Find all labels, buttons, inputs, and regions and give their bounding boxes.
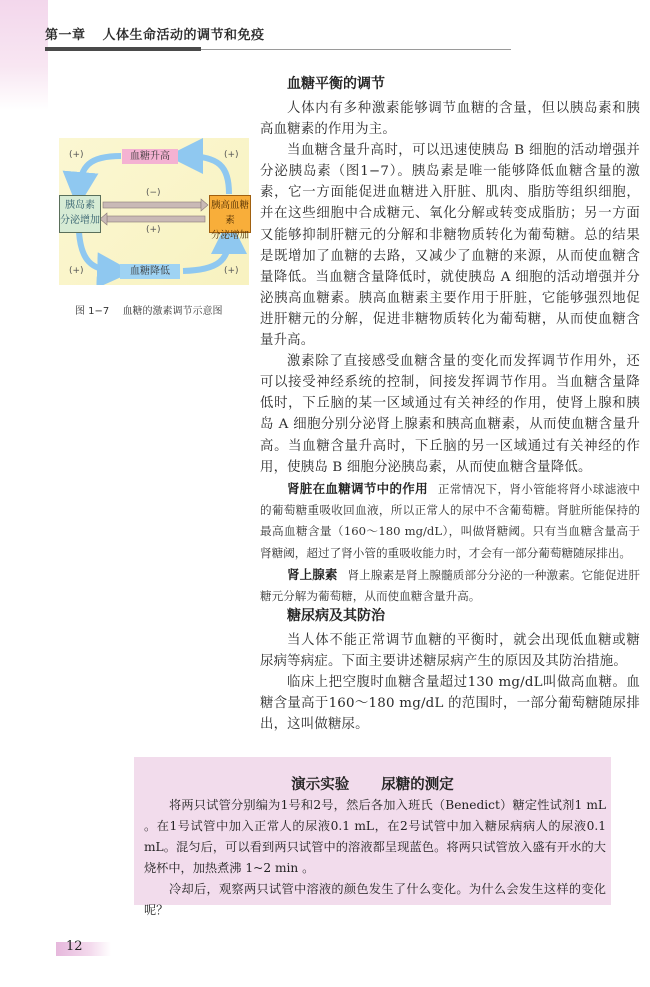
page-edge-decoration <box>0 0 48 110</box>
chapter-title: 人体生命活动的调节和免疫 <box>102 28 265 43</box>
running-header <box>45 24 515 43</box>
figure-hormone-regulation-diagram <box>59 138 249 285</box>
paragraph: 人体内有多种激素能够调节血糖的含量，但以胰岛素和胰高血糖素的作用为主。 <box>260 101 640 138</box>
page-number-tab <box>56 942 111 956</box>
note-term: 肾上腺素 <box>287 566 338 582</box>
label-blood-sugar-fall: 血糖降低 <box>120 264 180 279</box>
section-diabetes <box>260 606 640 735</box>
box-insulin-line2: 分泌增加 <box>60 215 100 226</box>
note-text: 肾上腺素是肾上腺髓质部分分泌的一种激素。它能促进肝糖元分解为葡萄糖，从而使血糖含量升高。 <box>260 567 640 604</box>
note-adrenaline <box>260 564 640 608</box>
demo-experiment-box <box>134 757 611 917</box>
figure-caption <box>75 302 222 317</box>
label-blood-sugar-rise: 血糖升高 <box>122 149 178 164</box>
chapter-number: 第一章 <box>45 28 86 43</box>
paragraph: 激素除了直接感受血糖含量的变化而发挥调节作用外，还可以接受神经系统的控制，间接发挥调节作用。当血糖含量降低时，下丘脑的某一区域通过有关神经的作用，使肾上腺和胰岛 A 细胞分别分泌肾上腺素和胰高血糖素，从而使血糖含量升高。当血糖含量升高时，下丘脑的另一区域通过有关神经的作用，使胰岛 B 细胞分泌胰岛素，从而使血糖含量降低。 <box>260 354 640 475</box>
page-number: 12 <box>66 939 83 954</box>
paragraph: 当血糖含量升高时，可以迅速使胰岛 B 细胞的活动增强并分泌胰岛素（图1−7）。胰岛素是唯一能够降低血糖含量的激素，它一方面能促进血糖进入肝脏、肌肉、脂肪等组织细胞，并在这些细胞中合成糖元、氧化分解或转变成脂肪；另一方面又能够抑制肝糖元的分解和非糖物质转化为葡萄糖。总的结果是既增加了血糖的去路，又减少了血糖的来源，从而使血糖含量降低。当血糖含量降低时，就使胰岛 A 细胞的活动增强并分泌胰高血糖素。胰高血糖素主要作用于肝脏，它能够强烈地促进肝糖元的分解，促进非糖物质转化为葡萄糖，从而使血糖含量升高。 <box>260 143 640 349</box>
paragraph: 将两只试管分别编为1号和2号，然后各加入班氏（Benedict）糖定性试剂1 mL 。在1号试管中加入正常人的尿液0.1 mL，在2号试管中加入糖尿病病人的尿液0.1 mL。混匀后，可以看到两只试管中的溶液都呈现蓝色。将两只试管放入盛有开水的大烧杯中，加热煮沸 1~2 min 。 <box>144 798 606 875</box>
note-kidney <box>260 478 640 564</box>
experiment-name: 尿糖的测定 <box>381 777 454 793</box>
arrow-rise-to-insulin <box>79 156 121 190</box>
header-rule-dark <box>45 47 201 51</box>
figure-caption-text: 血糖的激素调节示意图 <box>122 306 223 317</box>
arrow-insulin-to-fall <box>79 232 115 271</box>
note-text: 正常情况下，肾小管能将肾小球滤液中的葡萄糖重吸收回血液，所以正常人的尿中不含葡萄糖。肾脏所能保持的最高血糖含量（160～180 mg/dL），叫做肾糖阈。只有当血糖含量高于肾糖阈，超过了肾小管的重吸收能力时，才会有一部分葡萄糖随尿排出。 <box>260 481 640 560</box>
section-blood-sugar-regulation <box>260 74 640 607</box>
box-glucagon-secretion <box>209 195 251 241</box>
box-glucagon-line1: 胰高血糖素 <box>210 200 249 226</box>
figure-number: 图 1−7 <box>75 306 110 317</box>
sign-top-right: (+) <box>224 150 239 160</box>
paragraph: 冷却后，观察两只试管中溶液的颜色发生了什么变化。为什么会发生这样的变化呢？ <box>144 882 606 917</box>
paragraph: 当人体不能正常调节血糖的平衡时，就会出现低血糖或糖尿病等病症。下面主要讲述糖尿病产生的原因及其防治措施。 <box>260 633 640 670</box>
sign-bottom-left: (+) <box>69 266 84 276</box>
header-rule-light <box>201 49 511 50</box>
section-heading: 糖尿病及其防治 <box>287 608 385 624</box>
experiment-title <box>134 773 611 794</box>
paragraph: 临床上把空腹时血糖含量超过130 mg/dL叫做高血糖。血糖含量高于160～180 mg/dL 的范围时，一部分葡萄糖随尿排出，这叫做糖尿。 <box>260 675 640 733</box>
experiment-label: 演示实验 <box>291 777 350 793</box>
sign-top-left: (+) <box>69 150 84 160</box>
sign-bottom-right: (+) <box>224 266 239 276</box>
experiment-body <box>144 795 606 921</box>
note-term: 肾脏在血糖调节中的作用 <box>287 480 428 496</box>
sign-middle-bottom: (+) <box>146 225 161 235</box>
box-glucagon-line2: 分泌增加 <box>210 230 249 241</box>
box-insulin-secretion <box>59 195 101 233</box>
box-insulin-line1: 胰岛素 <box>65 200 95 211</box>
section-heading: 血糖平衡的调节 <box>287 76 385 92</box>
arrow-glucagon-to-rise <box>185 156 229 194</box>
sign-middle-top: (−) <box>146 188 161 198</box>
